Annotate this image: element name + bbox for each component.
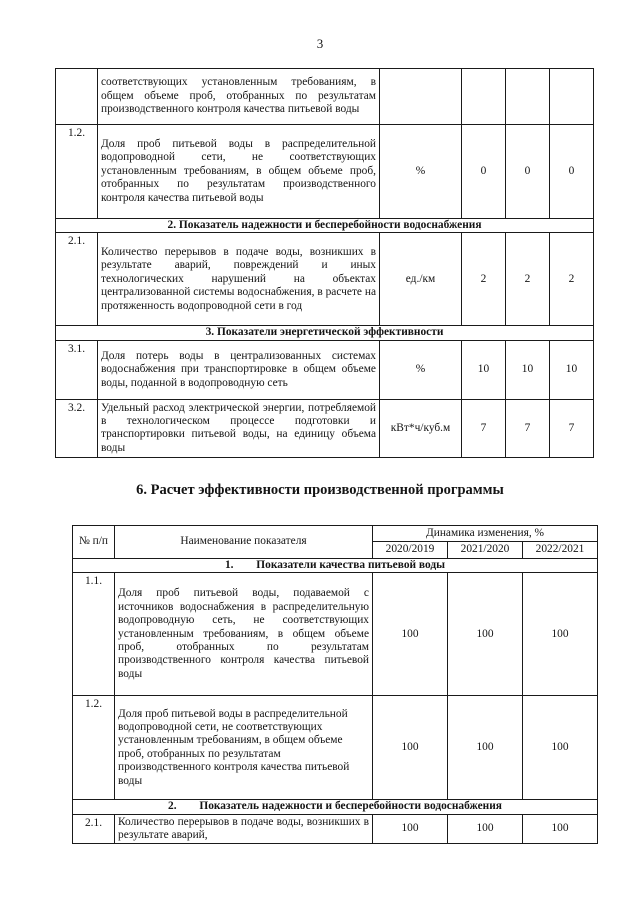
header-num: № п/п <box>73 526 115 559</box>
value-cell: 100 <box>523 573 598 696</box>
table-row <box>56 340 594 399</box>
row-number <box>56 69 98 125</box>
indicator-name: Доля проб питьевой воды в распределительной водопроводной сети, не соответствующих установленным требованиям, в общем объеме проб, отобранных по результатам производственного контроля качества питьевой воды <box>98 125 380 219</box>
section-title: 2. Показатель надежности и бесперебойности водоснабжения <box>56 219 594 233</box>
table-row <box>73 696 598 800</box>
page-number: 3 <box>316 36 324 51</box>
value-cell: 0 <box>462 125 506 219</box>
header-name: Наименование показателя <box>115 526 373 559</box>
unit-cell: % <box>380 125 462 219</box>
row-number: 3.1. <box>56 340 98 399</box>
value-cell: 2 <box>462 233 506 326</box>
table-row <box>56 125 594 219</box>
row-number: 2.1. <box>56 233 98 326</box>
value-cell: 7 <box>550 399 594 457</box>
header-year: 2021/2020 <box>448 542 523 558</box>
value-cell: 100 <box>523 696 598 800</box>
value-cell: 10 <box>506 340 550 399</box>
value-cell: 100 <box>373 814 448 844</box>
table-row <box>56 233 594 326</box>
row-number: 1.2. <box>56 125 98 219</box>
value-cell: 100 <box>448 814 523 844</box>
unit-cell <box>380 69 462 125</box>
indicators-table <box>55 68 594 458</box>
value-cell: 100 <box>373 696 448 800</box>
value-cell: 100 <box>523 814 598 844</box>
row-number: 3.2. <box>56 399 98 457</box>
row-number: 1.2. <box>73 696 115 800</box>
header-year: 2020/2019 <box>373 542 448 558</box>
value-cell: 2 <box>506 233 550 326</box>
section-row <box>56 219 594 233</box>
section-title: 2. Показатель надежности и бесперебойности водоснабжения <box>73 800 598 814</box>
value-cell: 100 <box>448 696 523 800</box>
indicator-name: Удельный расход электрической энергии, потребляемой в технологическом процессе подготовки и транспортировки питьевой воды, на единицу объема воды <box>98 399 380 457</box>
table-row <box>56 399 594 457</box>
indicator-name: соответствующих установленным требованиям, в общем объеме проб, отобранных по результатам производственного контроля качества питьевой воды <box>98 69 380 125</box>
value-cell: 100 <box>448 573 523 696</box>
header-year: 2022/2021 <box>523 542 598 558</box>
value-cell: 0 <box>550 125 594 219</box>
table-row <box>56 69 594 125</box>
value-cell: 10 <box>462 340 506 399</box>
unit-cell: % <box>380 340 462 399</box>
section-row <box>73 558 598 572</box>
value-cell <box>506 69 550 125</box>
value-cell: 2 <box>550 233 594 326</box>
indicator-name: Количество перерывов в подаче воды, возникших в результате аварий, <box>115 814 373 844</box>
indicator-name: Количество перерывов в подаче воды, возникших в результате аварий, повреждений и иных технологических нарушений на объектах централизованной системы водоснабжения, в расчете на протяженность водопроводной сети в год <box>98 233 380 326</box>
value-cell <box>550 69 594 125</box>
section-heading: 6. Расчет эффективности производственной программы <box>136 482 504 498</box>
row-number: 1.1. <box>73 573 115 696</box>
unit-cell: кВт*ч/куб.м <box>380 399 462 457</box>
indicator-name: Доля потерь воды в централизованных системах водоснабжения при транспортировке в общем объеме воды, поданной в водопроводную сеть <box>98 340 380 399</box>
value-cell: 100 <box>373 573 448 696</box>
section-title: 3. Показатели энергетической эффективности <box>56 326 594 340</box>
unit-cell: ед./км <box>380 233 462 326</box>
header-dynamics: Динамика изменения, % <box>373 526 598 542</box>
table-row <box>73 573 598 696</box>
section-row <box>73 800 598 814</box>
efficiency-table <box>72 525 598 844</box>
indicator-name: Доля проб питьевой воды в распределительной водопроводной сети, не соответствующих установленным требованиям, в общем объеме проб, отобранных по результатам производственного контроля качества питьевой воды <box>115 696 373 800</box>
value-cell: 7 <box>506 399 550 457</box>
section-title: 1. Показатели качества питьевой воды <box>73 558 598 572</box>
table-row <box>73 814 598 844</box>
header-row <box>73 526 598 542</box>
value-cell: 7 <box>462 399 506 457</box>
row-number: 2.1. <box>73 814 115 844</box>
value-cell: 10 <box>550 340 594 399</box>
value-cell: 0 <box>506 125 550 219</box>
indicator-name: Доля проб питьевой воды, подаваемой с источников водоснабжения в распределительную водопроводную сеть, не соответствующих установленным требованиям, в общем объеме проб, отобранных по результатам производственного контроля качества питьевой воды <box>115 573 373 696</box>
value-cell <box>462 69 506 125</box>
section-row <box>56 326 594 340</box>
